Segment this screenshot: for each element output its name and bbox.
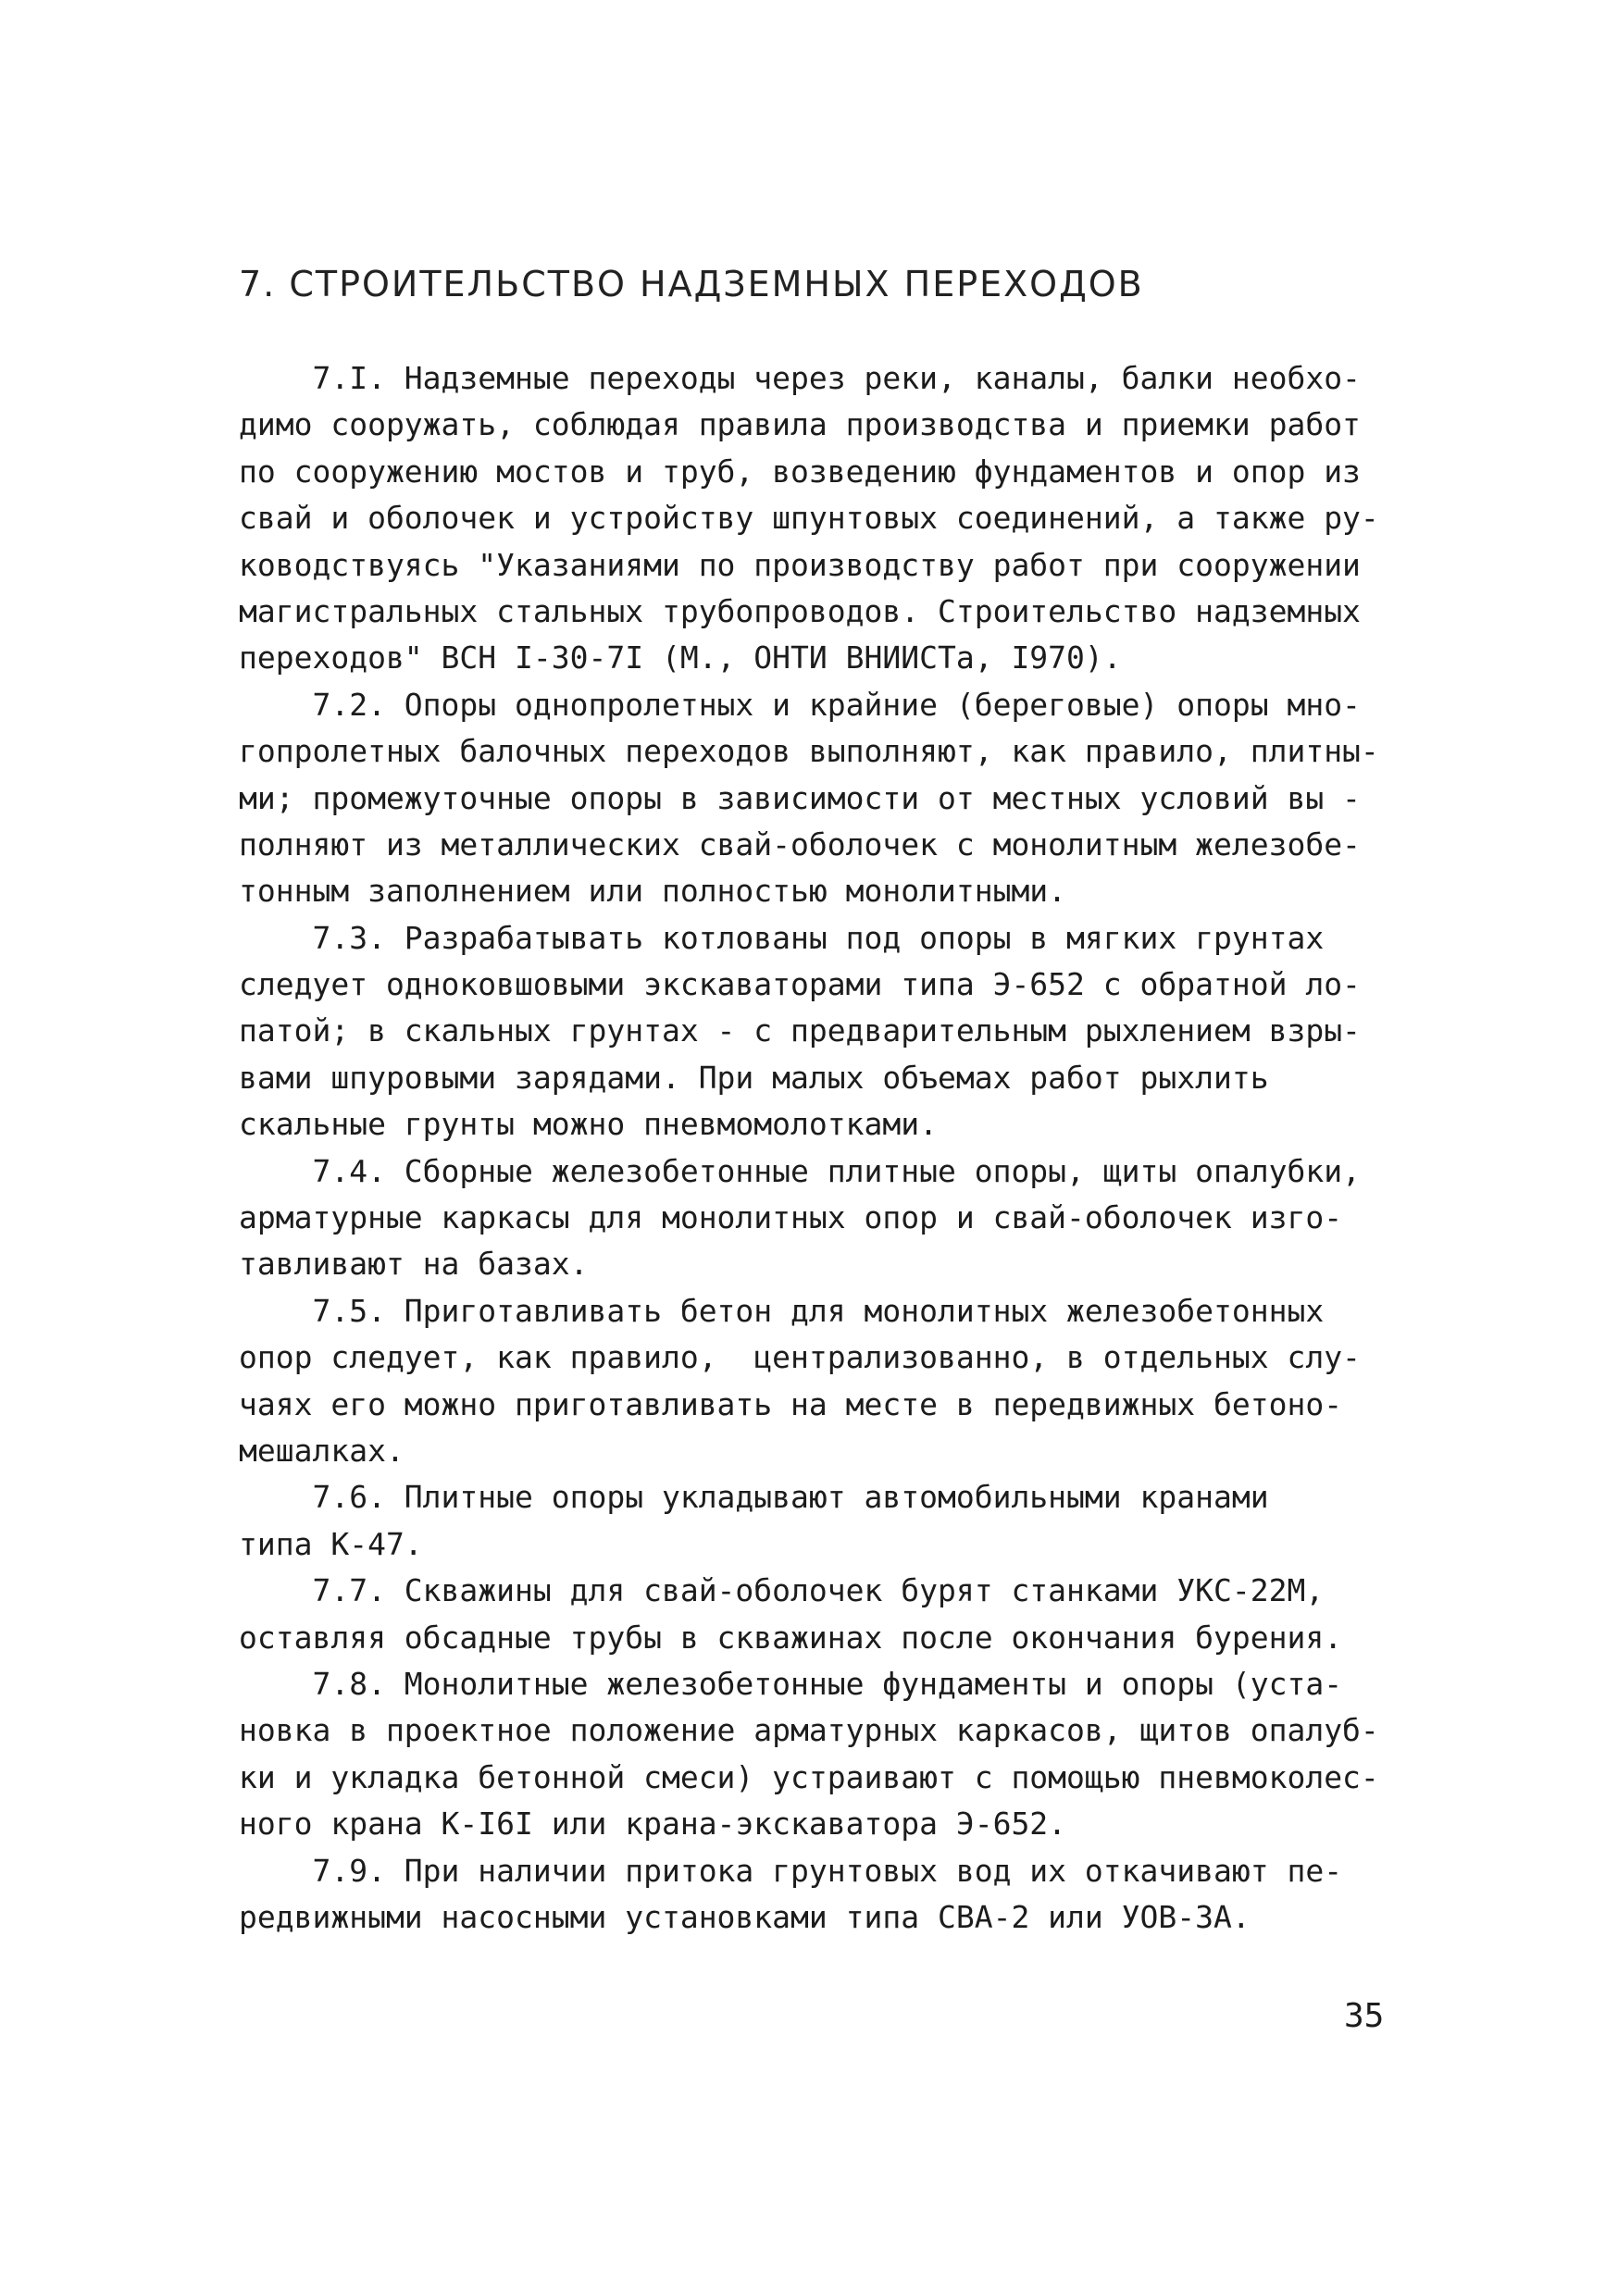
text-line: вами шпуровыми зарядами. При малых объемах работ рыхлить — [239, 1059, 1269, 1096]
text-line: 7.5. Приготавливать бетон для монолитных железобетонных — [239, 1292, 1325, 1329]
text-line: полняют из металлических свай-оболочек с монолитным железобе- — [239, 825, 1361, 863]
text-line: переходов" ВСН I-30-7I (М., ОНТИ ВНИИСТа, I970). — [239, 639, 1122, 676]
text-line: типа К-47. — [239, 1525, 423, 1562]
text-line: 7.7. Скважины для свай-оболочек бурят станками УКС-22М, — [239, 1572, 1325, 1609]
text-line: следует одноковшовыми экскаваторами типа Э-652 с обратной ло- — [239, 966, 1361, 1003]
text-line: гопролетных балочных переходов выполняют, как правило, плитны- — [239, 733, 1379, 770]
text-line: ки и укладка бетонной смеси) устраивают с помощью пневмоколес- — [239, 1758, 1379, 1795]
page-number: 35 — [1344, 1997, 1385, 2035]
text-line: ного крана К-I6I или крана-экскаватора Э-652. — [239, 1806, 1067, 1843]
text-line: 7.4. Сборные железобетонные плитные опоры, щиты опалубки, — [239, 1152, 1361, 1189]
text-line: оставляя обсадные трубы в скважинах после окончания бурения. — [239, 1619, 1343, 1656]
text-line: 7.8. Монолитные железобетонные фундаменты и опоры (уста- — [239, 1665, 1343, 1702]
body-text — [239, 355, 1405, 1941]
section-heading: 7. СТРОИТЕЛЬСТВО НАДЗЕМНЫХ ПЕРЕХОДОВ — [239, 264, 1144, 304]
text-line: 7.I. Надземные переходы через реки, каналы, балки необхо- — [239, 360, 1361, 396]
text-line: чаях его можно приготавливать на месте в передвижных бетоно- — [239, 1385, 1343, 1422]
text-line: мешалках. — [239, 1432, 404, 1469]
text-line: тавливают на базах. — [239, 1246, 589, 1283]
text-line: новка в проектное положение арматурных каркасов, щитов опалуб- — [239, 1712, 1379, 1749]
text-line: патой; в скальных грунтах - с предварительным рыхлением взры- — [239, 1012, 1361, 1049]
text-line: свай и оболочек и устройству шпунтовых соединений, а также ру- — [239, 500, 1379, 537]
text-line: редвижными насосными установками типа СВА-2 или УОВ-3А. — [239, 1898, 1251, 1935]
text-line: 7.3. Разрабатывать котлованы под опоры в мягких грунтах — [239, 919, 1325, 956]
text-line: димо сооружать, соблюдая правила производства и приемки работ — [239, 406, 1361, 443]
text-line: скальные грунты можно пневмомолотками. — [239, 1106, 938, 1143]
text-line: 7.2. Опоры однопролетных и крайние (береговые) опоры мно- — [239, 686, 1361, 723]
text-line: арматурные каркасы для монолитных опор и свай-оболочек изго- — [239, 1199, 1343, 1236]
text-line: по сооружению мостов и труб, возведению фундаментов и опор из — [239, 453, 1361, 490]
text-line: ми; промежуточные опоры в зависимости от местных условий вы - — [239, 779, 1361, 816]
text-line: опор следует, как правило, централизованно, в отдельных слу- — [239, 1339, 1361, 1376]
text-line: 7.6. Плитные опоры укладывают автомобильными кранами — [239, 1479, 1269, 1516]
text-line: тонным заполнением или полностью монолитными. — [239, 873, 1067, 910]
text-line: ководствуясь "Указаниями по производству работ при сооружении — [239, 546, 1361, 583]
text-line: магистральных стальных трубопроводов. Строительство надземных — [239, 592, 1361, 629]
text-line: 7.9. При наличии притока грунтовых вод их откачивают пе- — [239, 1852, 1343, 1889]
